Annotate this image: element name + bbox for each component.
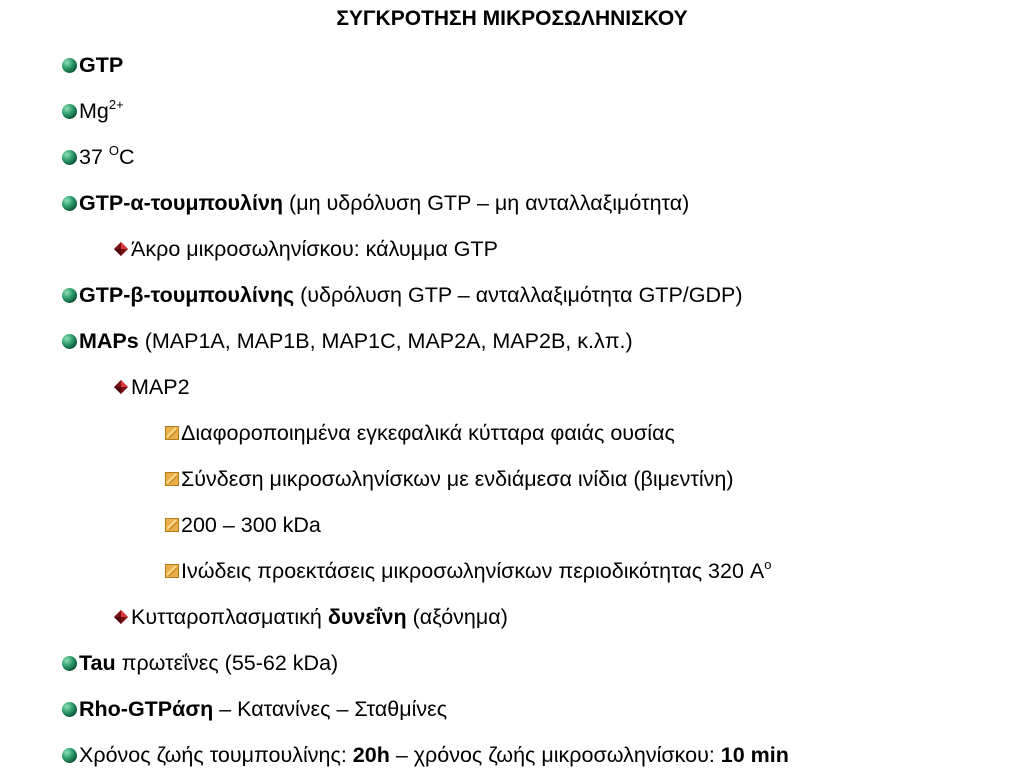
bold-text: 10 min <box>720 743 789 767</box>
text-segment: Άκρο μικροσωληνίσκου: κάλυμμα GTP <box>131 237 498 261</box>
orange-square-bullet-icon <box>165 426 179 440</box>
bold-text: GTP-α-τουμπουλίνη <box>79 191 284 215</box>
bullet-line-level-1 <box>62 50 123 80</box>
superscript-text: O <box>108 142 120 158</box>
bullet-line-level-3 <box>165 418 675 448</box>
orange-square-bullet-icon <box>165 518 179 532</box>
text-segment: – Κατανίνες – Σταθμίνες <box>213 697 448 721</box>
green-sphere-bullet-icon <box>62 656 77 671</box>
bold-text: GTP <box>79 53 124 77</box>
bullet-line-level-1 <box>62 188 689 218</box>
red-diamond-bullet-icon <box>113 241 129 257</box>
text-segment: Κυτταροπλασματική <box>131 605 328 629</box>
bullet-text <box>131 602 508 632</box>
text-segment: Mg <box>79 99 109 123</box>
bullet-line-level-1 <box>62 326 633 356</box>
bullet-line-level-1 <box>62 694 447 724</box>
bullet-line-level-2 <box>113 372 190 402</box>
bullet-line-level-3 <box>165 556 771 586</box>
bold-text: MAPs <box>79 329 139 353</box>
bullet-line-level-1 <box>62 142 135 172</box>
green-sphere-bullet-icon <box>62 104 77 119</box>
bullet-text <box>79 280 743 310</box>
bold-text: Tau <box>79 651 116 675</box>
green-sphere-bullet-icon <box>62 150 77 165</box>
text-segment: 200 – 300 kDa <box>181 513 321 537</box>
bullet-text <box>181 556 771 586</box>
green-sphere-bullet-icon <box>62 196 77 211</box>
red-diamond-bullet-icon <box>113 379 129 395</box>
green-sphere-bullet-icon <box>62 288 77 303</box>
bold-text: Rho-GTPάση <box>79 697 214 721</box>
bullet-text <box>79 188 689 218</box>
bullet-text <box>131 372 190 402</box>
bullet-line-level-1 <box>62 280 743 310</box>
orange-square-bullet-icon <box>165 472 179 486</box>
bullet-text <box>79 694 447 724</box>
red-diamond-bullet-icon <box>113 609 129 625</box>
text-segment: 37 <box>79 145 109 169</box>
bullet-line-level-2 <box>113 234 498 264</box>
bullet-line-level-1 <box>62 740 789 770</box>
green-sphere-bullet-icon <box>62 58 77 73</box>
bullet-text <box>79 326 633 356</box>
bullet-text <box>131 234 498 264</box>
bullet-line-level-3 <box>165 464 734 494</box>
text-segment: πρωτεΐνες (55-62 kDa) <box>115 651 339 675</box>
text-segment: (μη υδρόλυση GTP – μη ανταλλαξιμότητα) <box>283 191 690 215</box>
bullet-text <box>79 740 789 770</box>
text-segment: Σύνδεση μικροσωληνίσκων με ενδιάμεσα ινίδια (βιμεντίνη) <box>181 467 734 491</box>
page-title: ΣΥΓΚΡΟΤΗΣΗ ΜΙΚΡΟΣΩΛΗΝΙΣΚΟΥ <box>336 7 688 30</box>
orange-square-bullet-icon <box>165 564 179 578</box>
text-segment: (MAP1A, MAP1B, MAP1C, MAP2A, MAP2B, κ.λπ.) <box>138 329 633 353</box>
bullet-line-level-2 <box>113 602 508 632</box>
bullet-text <box>181 418 675 448</box>
bullet-text <box>79 142 135 172</box>
text-segment: Διαφοροποιημένα εγκεφαλικά κύτταρα φαιάς ουσίας <box>181 421 675 445</box>
text-segment: (υδρόλυση GTP – ανταλλαξιμότητα GTP/GDP) <box>294 283 743 307</box>
green-sphere-bullet-icon <box>62 702 77 717</box>
text-segment: Χρόνος ζωής τουμπουλίνης: <box>79 743 353 767</box>
bullet-line-level-3 <box>165 510 321 540</box>
bullet-line-level-1 <box>62 96 124 126</box>
text-segment: Ινώδεις προεκτάσεις μικροσωληνίσκων περιοδικότητας 320 A <box>181 559 765 583</box>
text-segment: C <box>119 145 135 169</box>
text-segment: – χρόνος ζωής μικροσωληνίσκου: <box>389 743 721 767</box>
bullet-text <box>181 464 734 494</box>
text-segment: (αξόνημα) <box>406 605 508 629</box>
superscript-text: 2+ <box>108 96 124 112</box>
bold-text: GTP-β-τουμπουλίνης <box>79 283 295 307</box>
bullet-text <box>79 96 124 126</box>
green-sphere-bullet-icon <box>62 748 77 763</box>
bold-text: 20h <box>352 743 390 767</box>
bullet-text <box>79 648 338 678</box>
superscript-text: o <box>764 556 772 572</box>
bullet-text <box>181 510 321 540</box>
bullet-line-level-1 <box>62 648 338 678</box>
bullet-text <box>79 50 123 80</box>
bold-text: δυνεΐνη <box>327 605 407 629</box>
green-sphere-bullet-icon <box>62 334 77 349</box>
text-segment: MAP2 <box>131 375 190 399</box>
